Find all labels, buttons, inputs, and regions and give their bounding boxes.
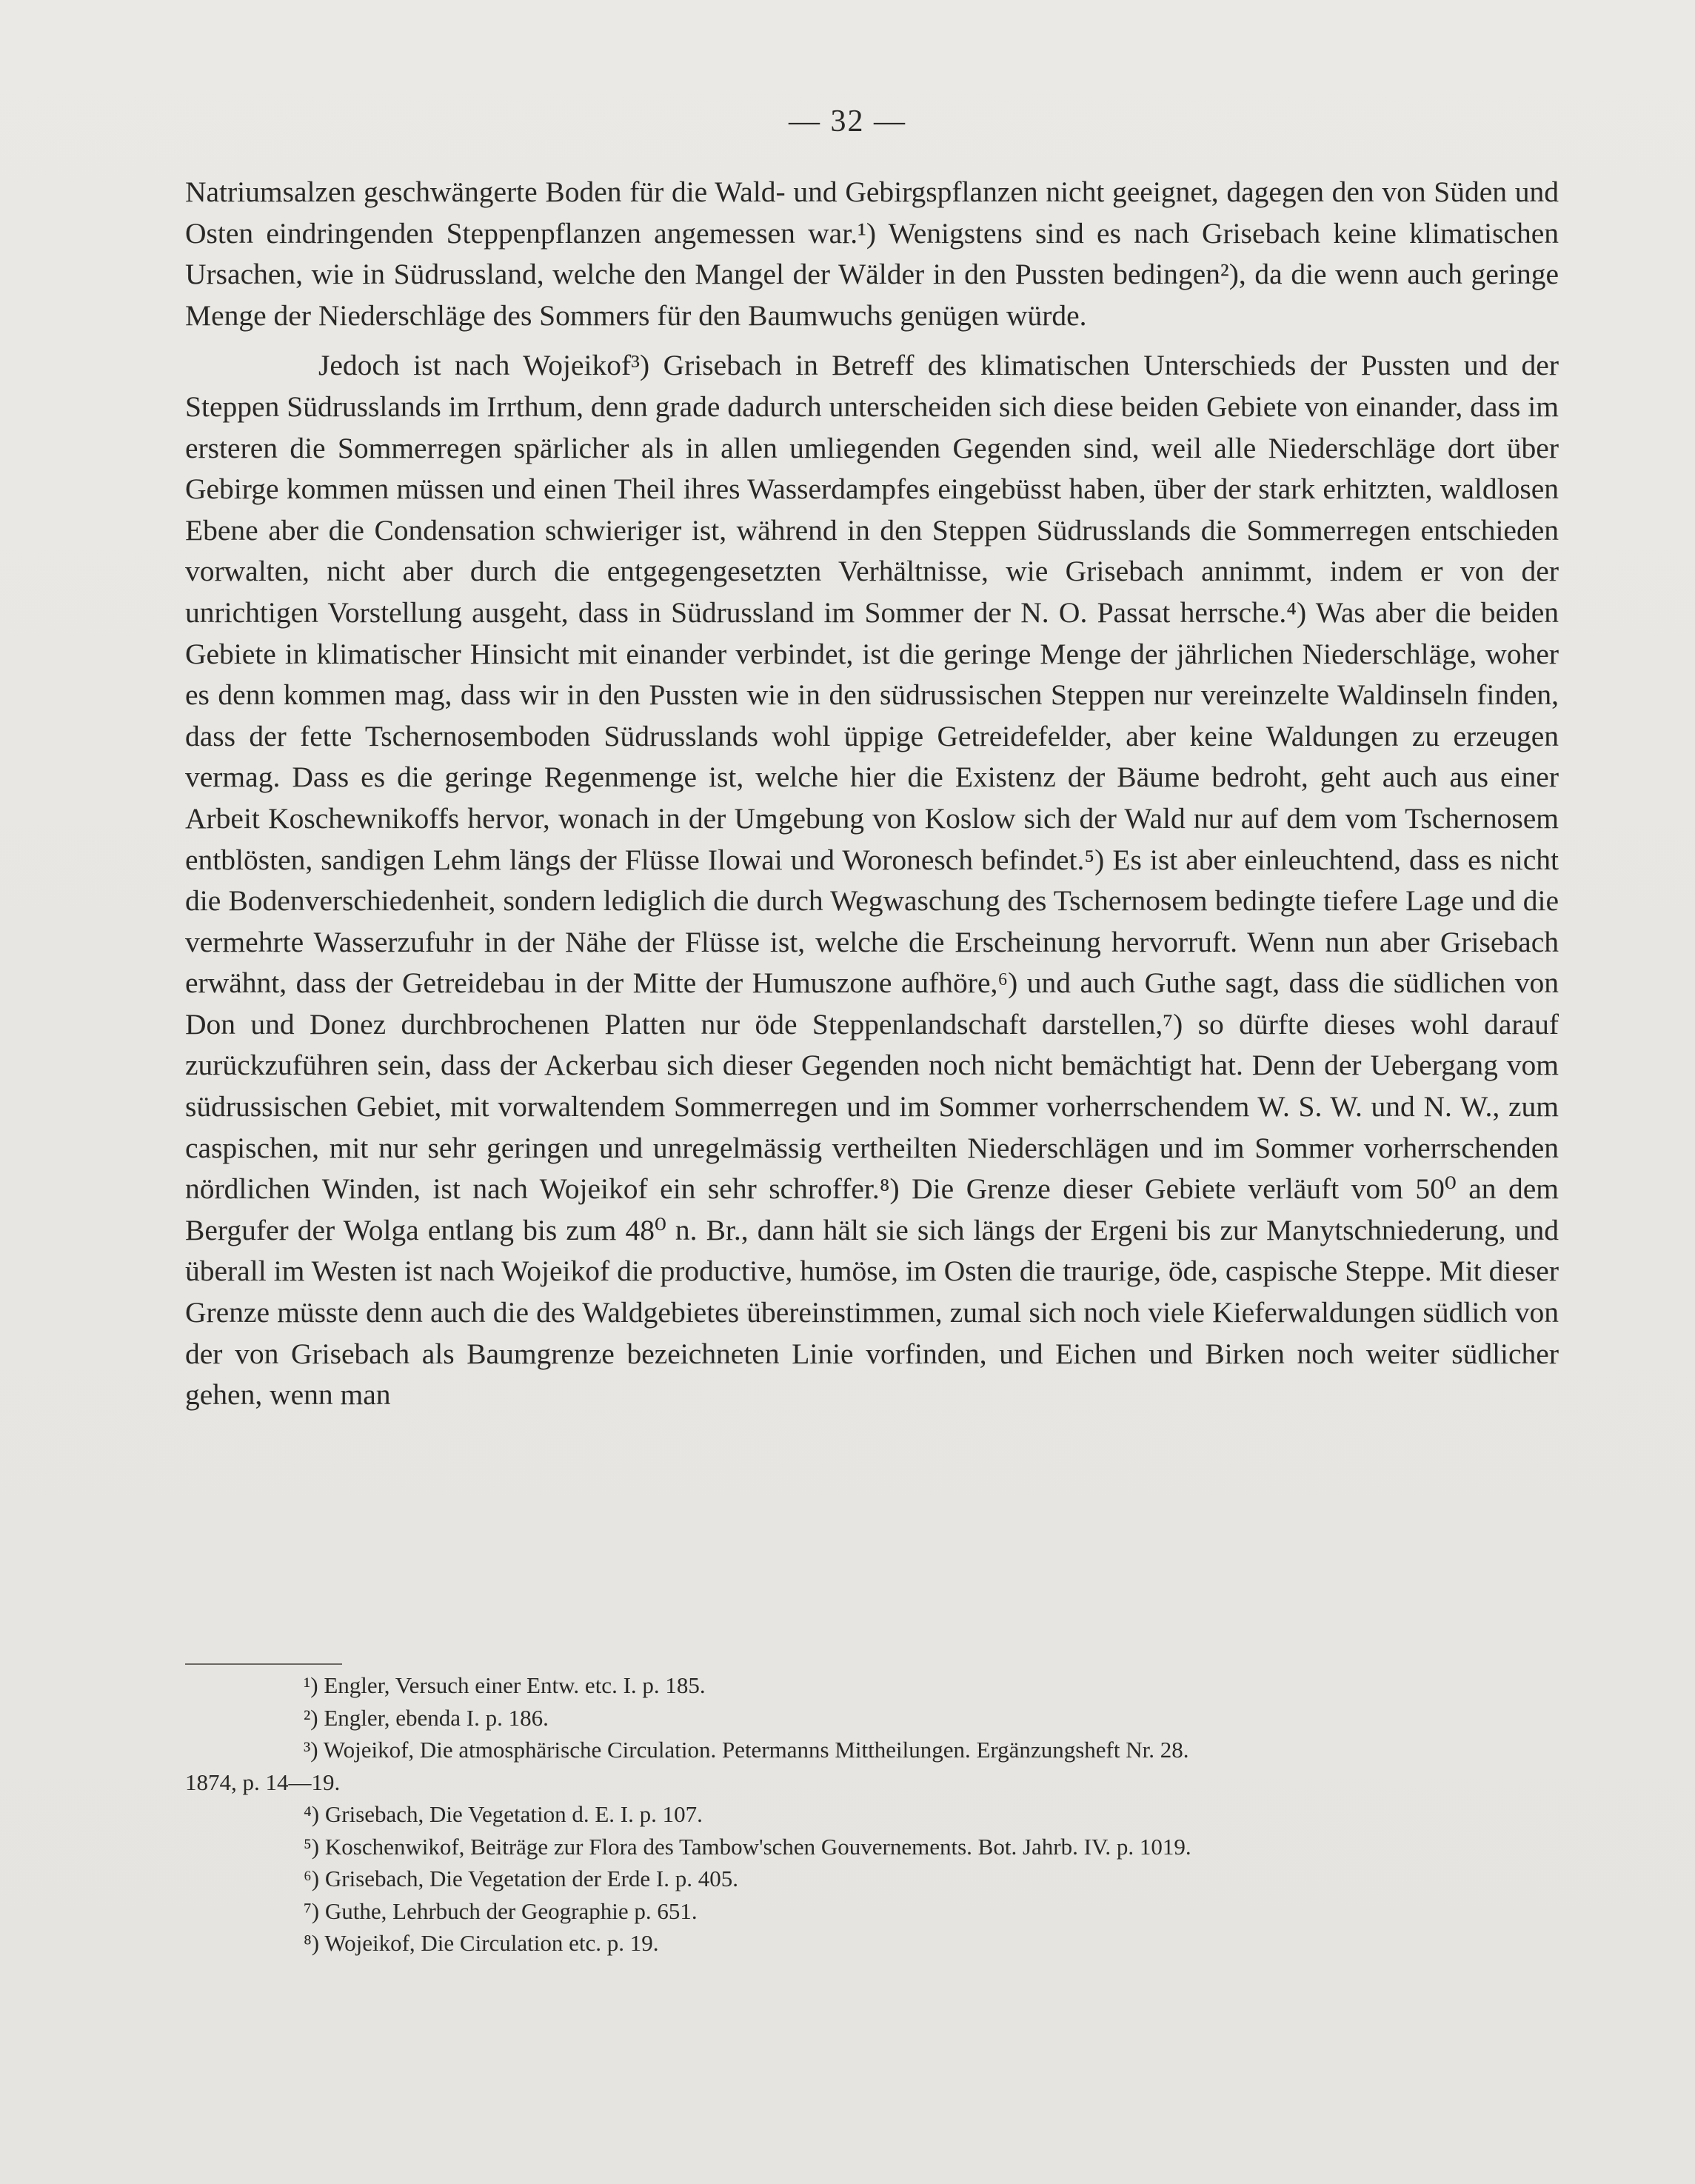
footnote-3-continuation: 1874, p. 14—19. [185,1769,341,1795]
footnote-5: ⁵) Koschenwikof, Beiträge zur Flora des Tambow'schen Gouvernements. Bot. Jahrb. IV. p. 1019. [304,1833,1191,1860]
footnote-4: ⁴) Grisebach, Die Vegetation d. E. I. p. 107. [304,1801,703,1827]
footnote-3: ³) Wojeikof, Die atmosphärische Circulation. Petermanns Mittheilungen. Ergänzungsheft Nr. 28. [304,1737,1189,1763]
paragraph-2: Jedoch ist nach Wojeikof³) Grisebach in Betreff des klimatischen Unterschieds der Pussten und der Steppen Südrusslands im Irrthum, denn grade dadurch unterscheiden sich diese beiden Gebiete von einander, dass im ersteren die Sommerregen spärlicher als in allen umliegenden Gegenden sind, weil alle Niederschläge dort über Gebirge kommen müssen und einen Theil ihres Wasserdampfes eingebüsst haben, über der stark erhitzten, waldlosen Ebene aber die Condensation schwieriger ist, während in den Steppen Südrusslands die Sommerregen entschieden vorwalten, nicht aber durch die entgegengesetzten Verhältnisse, wie Grisebach annimmt, indem er von der unrichtigen Vorstellung ausgeht, dass in Südrussland im Sommer der N. O. Passat herrsche.⁴) Was aber die beiden Gebiete in klimatischer Hinsicht mit einander verbindet, ist die geringe Menge der jährlichen Niederschläge, woher es denn kommen mag, dass wir in den Pussten wie in den südrussischen Steppen nur vereinzelte Waldinseln finden, dass der fette Tschernosemboden Südrusslands wohl üppige Getreidefelder, aber keine Waldungen zu erzeugen vermag. Dass es die geringe Regenmenge ist, welche hier die Existenz der Bäume bedroht, geht auch aus einer Arbeit Koschewnikoffs hervor, wonach in der Umgebung von Koslow sich der Wald nur auf dem vom Tschernosem entblösten, sandigen Lehm längs der Flüsse Ilowai und Woronesch befindet.⁵) Es ist aber einleuchtend, dass es nicht die Bodenverschiedenheit, sondern lediglich die durch Wegwaschung des Tschernosem bedingte tiefere Lage und die vermehrte Wasserzufuhr in der Nähe der Flüsse ist, welche die Erscheinung hervorruft. Wenn nun aber Grisebach erwähnt, dass der Getreidebau in der Mitte der Humuszone aufhöre,⁶) und auch Guthe sagt, dass die südlichen von Don und Donez durchbrochenen Platten nur öde Steppenlandschaft darstellen,⁷) so dürfte dieses wohl darauf zurückzuführen sein, dass der Ackerbau sich dieser Gegenden noch nicht bemächtigt hat. Denn der Uebergang vom südrussischen Gebiet, mit vorwaltendem Sommerregen und im Sommer vorherrschendem W. S. W. und N. W., zum caspischen, mit nur sehr geringen und unregelmässig vertheilten Niederschlägen und im Sommer vorherrschenden nördlichen Winden, ist nach Wojeikof ein sehr schroffer.⁸) Die Grenze dieser Gebiete verläuft vom 50⁰ an dem Bergufer der Wolga entlang bis zum 48⁰ n. Br., dann hält sie sich längs der Ergeni bis zur Manytschniederung, und überall im Westen ist nach Wojeikof die productive, humöse, im Osten die traurige, öde, caspische Steppe. Mit dieser Grenze müsste denn auch die des Waldgebietes übereinstimmen, zumal sich noch viele Kieferwaldungen südlich von der von Grisebach als Baumgrenze bezeichneten Linie vorfinden, und Eichen und Birken noch weiter südlicher gehen, wenn man [185,349,1559,1412]
paragraph-1: Natriumsalzen geschwängerte Boden für die Wald- und Gebirgspflanzen nicht geeignet, dagegen den von Süden und Osten eindringenden Steppenpflanzen angemessen war.¹) Wenigstens sind es nach Grisebach keine klimatischen Ursachen, wie in Südrussland, welche den Mangel der Wälder in den Pussten bedingen²), da die wenn auch geringe Menge der Niederschläge des Sommers für den Baumwuchs genügen würde. [185,176,1559,332]
footnote-6: ⁶) Grisebach, Die Vegetation der Erde I. p. 405. [304,1866,738,1891]
footnotes [185,1669,1559,1960]
page-number: — 32 — [789,104,906,138]
footnote-1: ¹) Engler, Versuch einer Entw. etc. I. p. 185. [304,1672,706,1698]
footnote-separator [185,1663,342,1665]
footnote-7: ⁷) Guthe, Lehrbuch der Geographie p. 651. [304,1897,698,1924]
body-text [185,172,1559,1416]
footnote-8: ⁸) Wojeikof, Die Circulation etc. p. 19. [304,1930,659,1956]
footnote-2: ²) Engler, ebenda I. p. 186. [304,1704,549,1731]
